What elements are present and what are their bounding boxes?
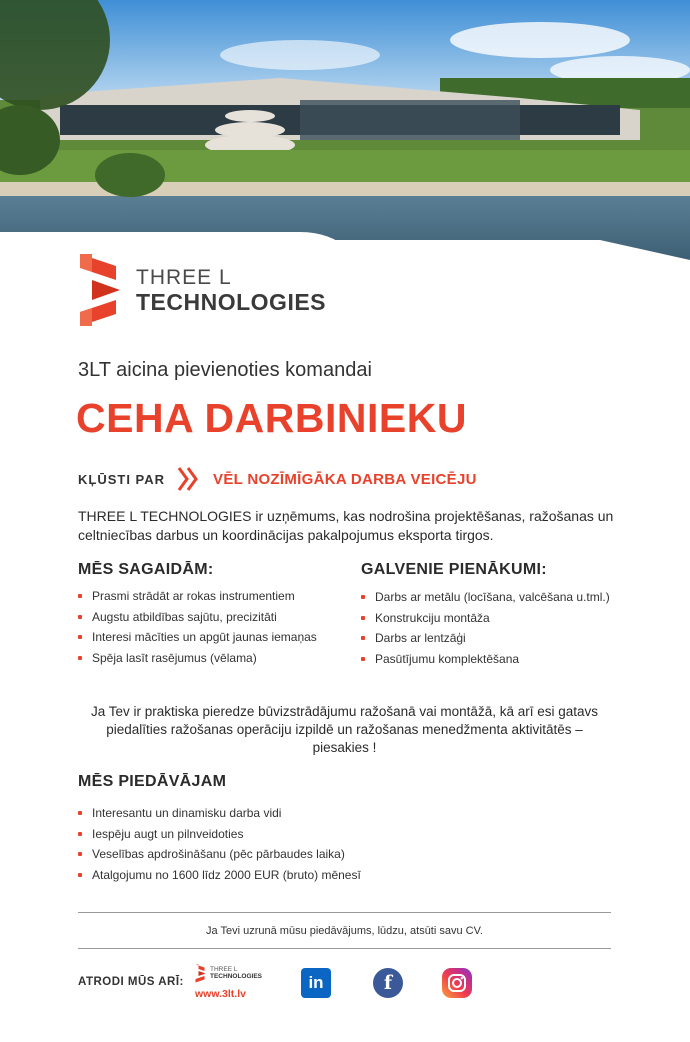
bullet-icon: [78, 811, 82, 815]
list-item: Interesi mācīties un apgūt jaunas iemaņas: [78, 627, 317, 648]
linkedin-icon[interactable]: in: [301, 968, 331, 998]
company-logo: [78, 252, 326, 328]
bullet-icon: [361, 657, 365, 661]
tagline: [78, 466, 477, 492]
offer-title: MĒS PIEDĀVĀJAM: [78, 773, 227, 790]
list-item: Atalgojumu no 1600 līdz 2000 EUR (bruto) mēnesī: [78, 865, 361, 886]
footer-logo-line2: TECHNOLOGIES: [210, 972, 263, 980]
footer-logo-line1: THREE L: [210, 966, 238, 973]
requirements-title: MĒS SAGAIDĀM:: [78, 561, 214, 578]
list-item: Pasūtījumu komplektēšana: [361, 649, 610, 670]
footer-logo: [195, 964, 262, 983]
website-link[interactable]: www.3lt.lv: [195, 988, 246, 1000]
tagline-prefix: KĻŪSTI PAR: [78, 471, 166, 487]
divider: [78, 948, 611, 949]
duties-list: [361, 587, 610, 669]
list-item: Darbs ar metālu (locīšana, valcēšana u.tml.): [361, 587, 610, 608]
intro-text: THREE L TECHNOLOGIES ir uzņēmums, kas nodrošina projektēšanas, ražošanas un celtniecības darbus un koordinācijas pakalpojumus eksporta tirgos.: [78, 508, 614, 543]
logo-line1: THREE L: [136, 265, 232, 289]
bullet-icon: [78, 852, 82, 856]
list-item: Iespēju augt un pilnveidoties: [78, 824, 361, 845]
divider: [78, 912, 611, 913]
offer-list: [78, 803, 361, 885]
list-item: Veselības apdrošināšanu (pēc pārbaudes laika): [78, 844, 361, 865]
duties-title: GALVENIE PIENĀKUMI:: [361, 561, 547, 578]
bullet-icon: [78, 873, 82, 877]
bullet-icon: [78, 832, 82, 836]
requirements-list: [78, 586, 317, 668]
footer-note: Ja Tevi uzrunā mūsu piedāvājums, lūdzu, atsūti savu CV.: [206, 925, 483, 937]
logo-line2: TECHNOLOGIES: [136, 288, 327, 315]
bullet-icon: [78, 594, 82, 598]
double-chevron-right-icon: [177, 466, 199, 492]
facebook-icon[interactable]: f: [373, 968, 403, 998]
bullet-icon: [78, 615, 82, 619]
list-item: Interesantu un dinamisku darba vidi: [78, 803, 361, 824]
headline: CEHA DARBINIEKU: [76, 395, 467, 441]
list-item: Prasmi strādāt ar rokas instrumentiem: [78, 586, 317, 607]
bullet-icon: [78, 656, 82, 660]
list-item: Darbs ar lentzāģi: [361, 628, 610, 649]
instagram-icon[interactable]: [442, 968, 472, 998]
list-item: Spēja lasīt rasējumus (vēlama): [78, 648, 317, 669]
three-l-logo-icon: [195, 964, 206, 983]
invite-text: 3LT aicina pievienoties komandai: [78, 359, 372, 381]
list-item: Konstrukciju montāža: [361, 608, 610, 629]
bullet-icon: [361, 636, 365, 640]
bullet-icon: [78, 635, 82, 639]
three-l-logo-icon: [78, 252, 122, 328]
instagram-glyph: [447, 973, 467, 993]
bullet-icon: [361, 616, 365, 620]
tagline-main: VĒL NOZĪMĪGĀKA DARBA VEICĒJU: [213, 470, 477, 488]
list-item: Augstu atbildības sajūtu, precizitāti: [78, 607, 317, 628]
bullet-icon: [361, 595, 365, 599]
find-us-label: ATRODI MŪS ARĪ:: [78, 976, 184, 988]
call-to-action: Ja Tev ir praktiska pieredze būvizstrādājumu ražošanā vai montāžā, kā arī esi gatavs piedalīties ražošanas operāciju izpildē un ražošanas menedžmenta aktivitātēs – piesakies !: [91, 704, 598, 755]
